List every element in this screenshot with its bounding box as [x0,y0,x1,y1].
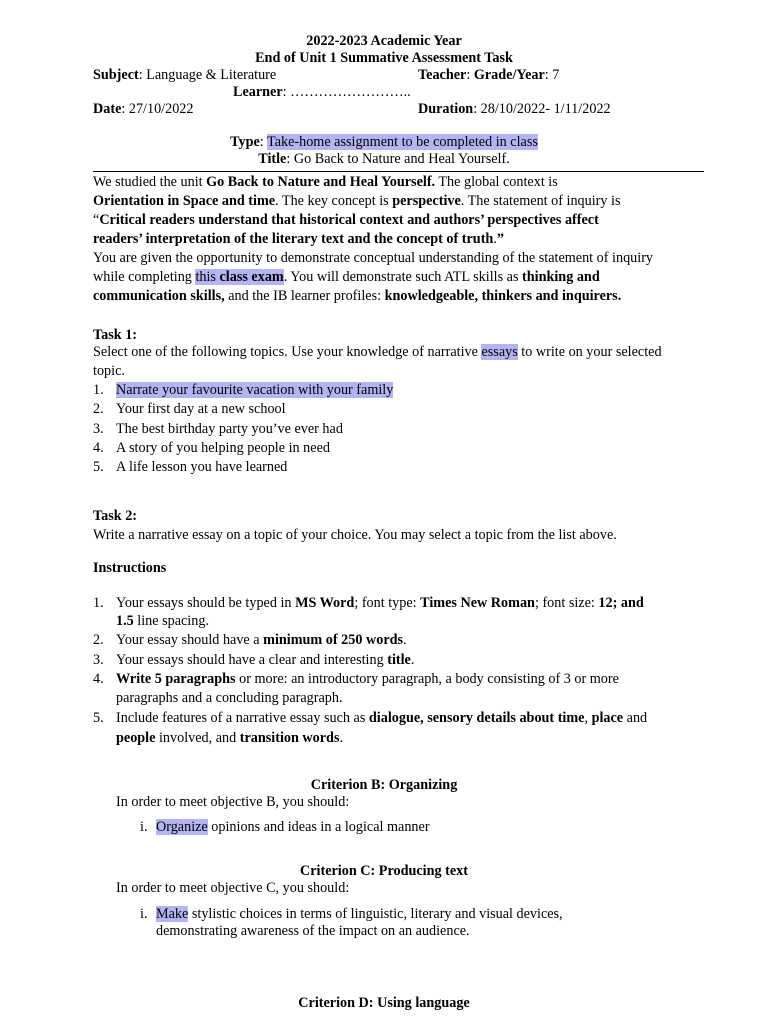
academic-year: 2022-2023 Academic Year [306,33,462,49]
instruction-item-cont: people involved, and transition words. [116,730,344,746]
task1-line-1: Select one of the following topics. Use your knowledge of narrative essays to write on your selected [93,344,662,360]
instruction-number: 3. [93,652,104,668]
criterion-b-intro: In order to meet objective B, you should: [116,794,350,810]
instruction-item-cont: 1.5 line spacing. [116,613,209,629]
task2-text: Write a narrative essay on a topic of your choice. You may select a topic from the list above. [93,527,617,543]
topic-number: 5. [93,459,104,475]
instruction-item-cont: paragraphs and a concluding paragraph. [116,690,343,706]
instruction-number: 1. [93,595,104,611]
topic-number: 4. [93,440,104,456]
intro-line-7: communication skills, and the IB learner profiles: knowledgeable, thinkers and inquirers. [93,288,622,304]
divider [93,171,704,172]
date-field: Date: 27/10/2022 [93,101,194,117]
topic-number: 1. [93,382,104,398]
intro-line-3: “Critical readers understand that historical context and authors’ perspectives affect [93,212,599,228]
instruction-number: 4. [93,671,104,687]
criterion-b-item: Organize opinions and ideas in a logical manner [156,819,430,835]
topic-item: Your first day at a new school [116,401,286,417]
task2-heading: Task 2: [93,508,138,524]
intro-line-2: Orientation in Space and time. The key concept is perspective. The statement of inquiry is [93,193,621,209]
criterion-b-heading: Criterion B: Organizing [310,777,458,793]
topic-number: 3. [93,421,104,437]
title-line: Title: Go Back to Nature and Heal Yourself. [258,151,510,167]
subject-field: Subject: Language & Literature [93,67,277,83]
criterion-b-number: i. [140,819,148,835]
criterion-c-heading: Criterion C: Producing text [300,863,468,879]
criterion-c-item-cont: demonstrating awareness of the impact on an audience. [156,923,470,939]
criterion-c-number: i. [140,906,148,922]
criterion-d-heading: Criterion D: Using language [298,995,470,1011]
topic-item: A life lesson you have learned [116,459,288,475]
instruction-item: Your essay should have a minimum of 250 words. [116,632,407,648]
instruction-number: 2. [93,632,104,648]
learner-field: Learner: …………………….. [233,84,411,100]
instruction-number: 5. [93,710,104,726]
intro-line-5: You are given the opportunity to demonstrate conceptual understanding of the statement of inquiry [93,250,654,266]
criterion-c-item: Make stylistic choices in terms of linguistic, literary and visual devices, [156,906,563,922]
intro-line-6: while completing this class exam. You will demonstrate such ATL skills as thinking and [93,269,600,285]
teacher-grade-field: Teacher: Grade/Year: 7 [418,67,560,83]
instructions-heading: Instructions [93,560,167,576]
task-title: End of Unit 1 Summative Assessment Task [255,50,513,66]
topic-item: Narrate your favourite vacation with your family [116,382,394,398]
instruction-item: Include features of a narrative essay such as dialogue, sensory details about time, place and [116,710,648,726]
instruction-item: Your essays should have a clear and interesting title. [116,652,415,668]
criterion-c-intro: In order to meet objective C, you should: [116,880,350,896]
intro-line-1: We studied the unit Go Back to Nature and Heal Yourself. The global context is [93,174,558,190]
duration-field: Duration: 28/10/2022- 1/11/2022 [418,101,611,117]
instruction-item: Write 5 paragraphs or more: an introductory paragraph, a body consisting of 3 or more [116,671,619,687]
instruction-item: Your essays should be typed in MS Word; font type: Times New Roman; font size: 12; and [116,595,644,611]
task1-line-2: topic. [93,363,125,379]
task1-heading: Task 1: [93,327,138,343]
topic-item: A story of you helping people in need [116,440,330,456]
topic-item: The best birthday party you’ve ever had [116,421,343,437]
intro-line-4: readers’ interpretation of the literary text and the concept of truth.” [93,231,504,247]
type-line: Type: Take-home assignment to be completed in class [230,134,538,150]
topic-number: 2. [93,401,104,417]
